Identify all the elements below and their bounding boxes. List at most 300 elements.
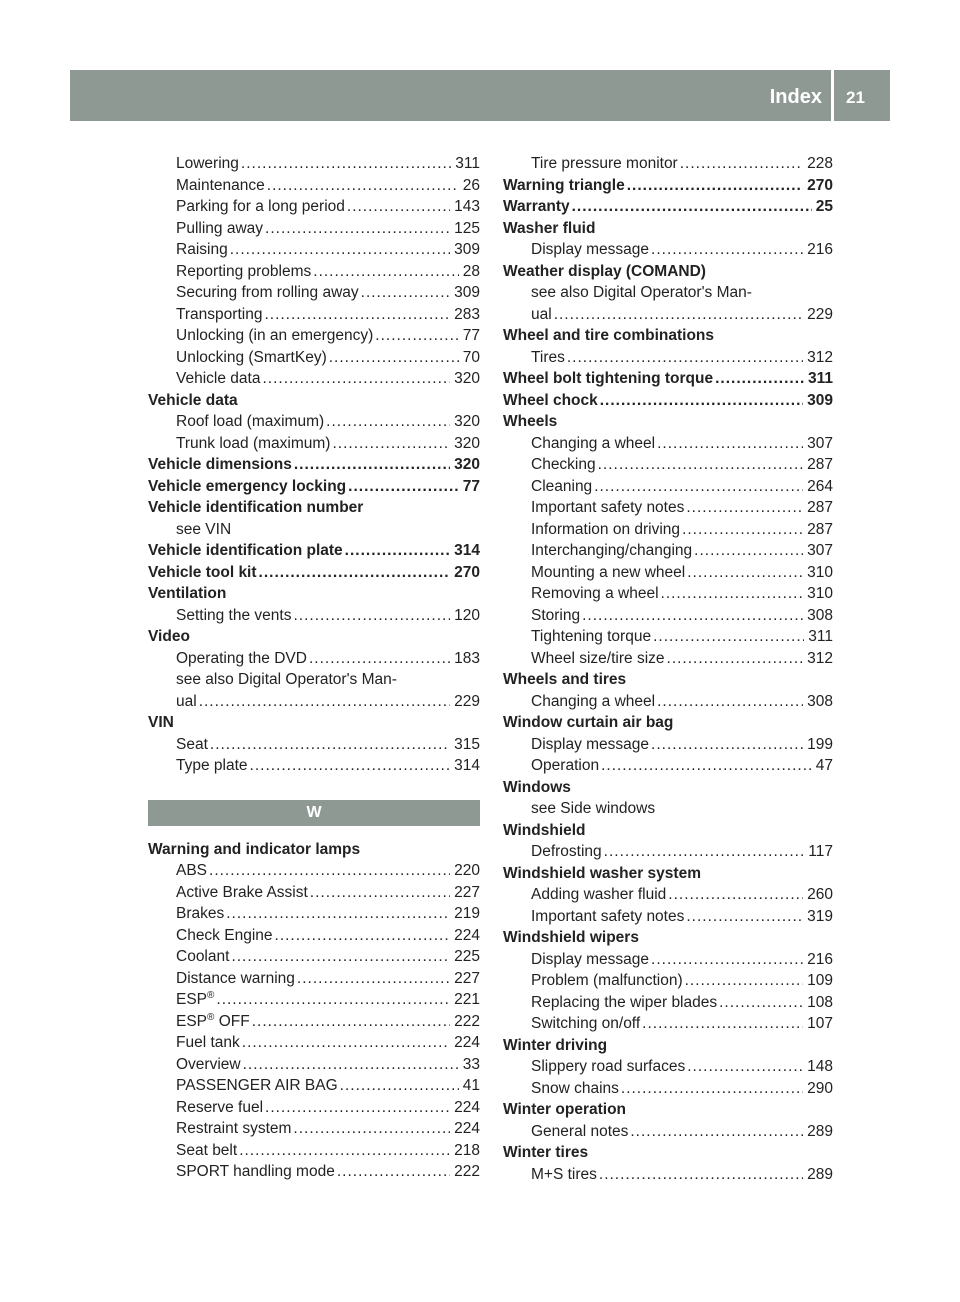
index-sub-entry[interactable] bbox=[503, 304, 833, 326]
index-sub-entry[interactable] bbox=[503, 1121, 833, 1143]
index-main-entry[interactable] bbox=[148, 540, 480, 562]
dot-leader bbox=[657, 433, 803, 455]
entry-label-text: Seat bbox=[176, 735, 208, 753]
page-reference[interactable]: 283 bbox=[454, 305, 480, 323]
page-reference[interactable]: 77 bbox=[462, 477, 480, 495]
entry-label bbox=[503, 196, 570, 218]
page-reference[interactable]: 148 bbox=[807, 1058, 833, 1075]
entry-label bbox=[531, 1121, 628, 1143]
page-reference[interactable]: 109 bbox=[807, 972, 833, 989]
dot-leader bbox=[621, 1078, 803, 1100]
index-sub-entry[interactable] bbox=[148, 196, 480, 218]
entry-label-text: Wheel size/tire size bbox=[531, 649, 665, 667]
entry-label-text: ESP bbox=[176, 1012, 208, 1030]
index-heading: Windshield bbox=[503, 821, 586, 839]
page-reference[interactable]: 125 bbox=[454, 219, 480, 237]
dot-leader bbox=[293, 1118, 450, 1140]
index-sub-entry[interactable] bbox=[148, 882, 480, 904]
dot-leader bbox=[259, 562, 451, 584]
page-reference[interactable]: 229 bbox=[454, 692, 480, 710]
entry-label-text: Unlocking (SmartKey) bbox=[176, 348, 327, 366]
dot-leader bbox=[600, 390, 803, 412]
dot-leader bbox=[653, 626, 804, 648]
entry-label bbox=[531, 605, 580, 627]
dot-leader bbox=[209, 860, 450, 882]
entry-label-text: Tire pressure monitor bbox=[531, 155, 678, 172]
entry-label bbox=[531, 1078, 619, 1100]
entry-label-text: Type plate bbox=[176, 757, 248, 774]
entry-label bbox=[531, 304, 552, 326]
page-reference[interactable]: 314 bbox=[454, 542, 480, 559]
entry-label-text: Vehicle data bbox=[176, 370, 261, 387]
dot-leader bbox=[309, 648, 450, 670]
page-reference[interactable]: 117 bbox=[808, 843, 833, 860]
page-reference[interactable]: 25 bbox=[815, 198, 833, 215]
entry-label-text: Setting the vents bbox=[176, 606, 292, 624]
page-reference[interactable]: 308 bbox=[807, 692, 833, 710]
index-main-entry[interactable] bbox=[503, 196, 833, 218]
dot-leader bbox=[264, 304, 450, 326]
page-reference[interactable]: 199 bbox=[807, 735, 833, 753]
dot-leader bbox=[598, 454, 804, 476]
index-sub-entry[interactable] bbox=[148, 1075, 480, 1097]
index-sub-entry[interactable] bbox=[148, 734, 480, 756]
entry-label bbox=[176, 1054, 241, 1076]
page-reference[interactable]: 264 bbox=[807, 477, 833, 495]
index-heading: Wheel and tire combinations bbox=[503, 327, 714, 344]
entry-label-text: Unlocking (in an emergency) bbox=[176, 327, 374, 344]
page-reference[interactable]: 260 bbox=[807, 886, 833, 903]
entry-label-text: Vehicle dimensions bbox=[148, 456, 292, 473]
dot-leader bbox=[231, 946, 450, 968]
entry-label-text: Vehicle tool kit bbox=[148, 563, 257, 581]
index-sub-entry[interactable] bbox=[148, 1140, 480, 1162]
entry-label-text: Mounting a new wheel bbox=[531, 563, 686, 581]
page-reference[interactable]: 143 bbox=[454, 198, 480, 215]
page-reference[interactable]: 216 bbox=[807, 241, 833, 258]
entry-label-text: Trunk load (maximum) bbox=[176, 434, 331, 452]
section-letter-header: W bbox=[148, 800, 480, 826]
dot-leader bbox=[329, 347, 459, 369]
page-reference[interactable]: 320 bbox=[454, 434, 480, 452]
index-sub-entry[interactable] bbox=[148, 755, 480, 777]
index-heading: Winter tires bbox=[503, 1144, 589, 1161]
dot-leader bbox=[554, 304, 803, 326]
entry-label bbox=[531, 841, 602, 863]
entry-label-text: Lowering bbox=[176, 155, 239, 172]
dot-leader bbox=[243, 1054, 459, 1076]
dot-leader bbox=[313, 261, 458, 283]
page-reference[interactable]: 227 bbox=[454, 969, 480, 987]
entry-label-text: General notes bbox=[531, 1122, 629, 1140]
section-title: Index bbox=[769, 86, 822, 108]
index-sub-entry[interactable] bbox=[148, 1032, 480, 1054]
page-reference[interactable]: 311 bbox=[807, 370, 833, 387]
dot-leader bbox=[230, 239, 450, 261]
entry-label bbox=[176, 368, 260, 390]
page-reference[interactable]: 315 bbox=[454, 735, 480, 753]
index-heading: Wheels and tires bbox=[503, 671, 627, 688]
entry-label-text: Check Engine bbox=[176, 926, 273, 944]
dot-leader bbox=[599, 1164, 803, 1186]
dot-leader bbox=[337, 1161, 450, 1183]
page-reference[interactable]: 47 bbox=[815, 757, 833, 774]
page-reference[interactable]: 307 bbox=[807, 542, 833, 559]
dot-leader bbox=[275, 925, 451, 947]
page-reference[interactable]: 229 bbox=[807, 305, 833, 323]
entry-label-text: Fuel tank bbox=[176, 1034, 240, 1051]
index-sub-entry[interactable] bbox=[148, 946, 480, 968]
dot-leader bbox=[572, 196, 812, 218]
entry-label-text: Storing bbox=[531, 606, 581, 624]
index-sub-entry[interactable] bbox=[503, 583, 833, 605]
entry-label-text: Changing a wheel bbox=[531, 434, 656, 452]
entry-label-text: Important safety notes bbox=[531, 907, 685, 925]
page-reference[interactable]: 224 bbox=[454, 1120, 480, 1137]
page-reference[interactable]: 290 bbox=[807, 1079, 833, 1097]
index-sub-entry[interactable] bbox=[148, 433, 480, 455]
page-reference[interactable]: 287 bbox=[807, 456, 833, 473]
page-reference[interactable]: 77 bbox=[462, 327, 480, 344]
page-reference[interactable]: 224 bbox=[454, 1034, 480, 1051]
entry-label bbox=[176, 239, 228, 261]
index-sub-entry[interactable] bbox=[503, 906, 833, 928]
index-sub-entry[interactable] bbox=[503, 992, 833, 1014]
index-sub-entry[interactable] bbox=[503, 1164, 833, 1186]
entry-label-text: Distance warning bbox=[176, 969, 295, 987]
index-main-entry[interactable] bbox=[503, 368, 833, 390]
dot-leader bbox=[262, 368, 450, 390]
index-heading: Windshield washer system bbox=[503, 864, 701, 882]
page-reference[interactable]: 107 bbox=[807, 1015, 833, 1032]
page-reference[interactable]: 307 bbox=[807, 434, 833, 452]
page-reference[interactable]: 310 bbox=[807, 585, 833, 602]
index-sub-entry[interactable] bbox=[148, 860, 480, 882]
dot-leader bbox=[361, 282, 450, 304]
entry-label bbox=[531, 1013, 640, 1035]
page-reference[interactable]: 222 bbox=[454, 1012, 480, 1030]
index-sub-entry[interactable] bbox=[148, 1011, 480, 1033]
entry-label-text: Removing a wheel bbox=[531, 585, 659, 602]
page-reference[interactable]: 309 bbox=[454, 284, 480, 301]
page-reference[interactable]: 33 bbox=[462, 1055, 480, 1073]
index-heading: VIN bbox=[148, 714, 174, 731]
entry-label-text: M+S tires bbox=[531, 1165, 597, 1183]
entry-label bbox=[531, 497, 684, 519]
page-reference[interactable]: 289 bbox=[807, 1122, 833, 1140]
index-sub-entry[interactable] bbox=[503, 562, 833, 584]
entry-label bbox=[531, 540, 692, 562]
entry-label-text: SPORT handling mode bbox=[176, 1163, 335, 1180]
entry-label-text: Parking for a long period bbox=[176, 198, 345, 215]
entry-label bbox=[531, 691, 655, 713]
entry-label bbox=[148, 540, 343, 562]
index-main-entry[interactable] bbox=[503, 390, 833, 412]
page-reference[interactable]: 270 bbox=[454, 563, 480, 581]
page-reference[interactable]: 227 bbox=[454, 883, 480, 901]
page-reference[interactable]: 310 bbox=[807, 563, 833, 581]
index-heading: Wheels bbox=[503, 413, 558, 430]
index-heading: Warning and indicator lamps bbox=[148, 840, 361, 858]
entry-label bbox=[176, 968, 295, 990]
index-sub-entry[interactable] bbox=[503, 605, 833, 627]
entry-label bbox=[176, 325, 373, 347]
entry-label-text: Operating the DVD bbox=[176, 649, 307, 667]
entry-label-text: Snow chains bbox=[531, 1079, 619, 1097]
index-sub-entry[interactable] bbox=[503, 540, 833, 562]
index-sub-entry[interactable] bbox=[503, 884, 833, 906]
index-sub-entry[interactable] bbox=[503, 153, 833, 175]
entry-label bbox=[531, 884, 666, 906]
entry-label bbox=[176, 1011, 250, 1033]
dot-leader bbox=[348, 476, 459, 498]
entry-label bbox=[531, 433, 655, 455]
dot-leader bbox=[250, 755, 451, 777]
index-sub-entry[interactable] bbox=[148, 368, 480, 390]
index-main-entry[interactable] bbox=[148, 454, 480, 476]
page-reference[interactable]: 220 bbox=[454, 862, 480, 879]
index-sub-entry[interactable] bbox=[503, 433, 833, 455]
dot-leader bbox=[567, 347, 803, 369]
entry-label-text: Active Brake Assist bbox=[176, 883, 308, 901]
index-sub-entry[interactable] bbox=[503, 691, 833, 713]
entry-label bbox=[176, 1075, 338, 1097]
index-sub-entry[interactable] bbox=[148, 968, 480, 990]
index-sub-entry[interactable] bbox=[148, 239, 480, 261]
dot-leader bbox=[651, 239, 803, 261]
entry-label bbox=[176, 691, 197, 713]
dot-leader bbox=[627, 175, 803, 197]
entry-label bbox=[176, 734, 208, 756]
entry-label-text: Maintenance bbox=[176, 176, 265, 194]
entry-label bbox=[531, 519, 680, 541]
index-sub-entry[interactable] bbox=[148, 1118, 480, 1140]
page-reference[interactable]: 120 bbox=[454, 606, 480, 624]
index-sub-entry[interactable] bbox=[503, 1078, 833, 1100]
dot-leader bbox=[265, 218, 450, 240]
index-sub-entry[interactable] bbox=[148, 989, 480, 1011]
entry-label bbox=[176, 196, 345, 218]
index-see-also: see Side windows bbox=[531, 800, 656, 817]
dot-leader bbox=[242, 1032, 450, 1054]
page-reference[interactable]: 311 bbox=[455, 155, 480, 172]
entry-label-text: Information on driving bbox=[531, 520, 681, 538]
dot-leader bbox=[657, 691, 803, 713]
index-sub-entry[interactable] bbox=[503, 970, 833, 992]
dot-leader bbox=[345, 540, 450, 562]
entry-label bbox=[176, 175, 265, 197]
index-sub-entry[interactable] bbox=[148, 282, 480, 304]
entry-label bbox=[176, 860, 207, 882]
entry-label bbox=[176, 1118, 291, 1140]
dot-leader bbox=[241, 153, 451, 175]
entry-label-text: Seat belt bbox=[176, 1141, 238, 1159]
entry-label bbox=[531, 755, 599, 777]
entry-label bbox=[176, 925, 273, 947]
entry-label-text: Checking bbox=[531, 456, 596, 473]
page-reference[interactable]: 216 bbox=[807, 950, 833, 968]
entry-label-text: Switching on/off bbox=[531, 1015, 641, 1032]
page-reference[interactable]: 320 bbox=[454, 370, 480, 387]
index-see-also: see VIN bbox=[176, 520, 232, 538]
index-main-entry[interactable] bbox=[503, 175, 833, 197]
index-sub-entry[interactable] bbox=[148, 903, 480, 925]
page-reference[interactable]: 320 bbox=[454, 456, 480, 473]
dot-leader bbox=[661, 583, 804, 605]
entry-label bbox=[176, 304, 262, 326]
dot-leader bbox=[216, 989, 450, 1011]
entry-label-text: ual bbox=[176, 692, 197, 710]
index-main-entry[interactable] bbox=[148, 476, 480, 498]
entry-label bbox=[176, 903, 224, 925]
index-sub-entry[interactable] bbox=[503, 476, 833, 498]
dot-leader bbox=[715, 368, 804, 390]
index-heading: Winter driving bbox=[503, 1036, 608, 1054]
entry-label bbox=[531, 906, 684, 928]
index-sub-entry[interactable] bbox=[148, 925, 480, 947]
entry-label bbox=[176, 282, 359, 304]
page-reference[interactable]: 320 bbox=[454, 413, 480, 430]
page-reference[interactable]: 26 bbox=[462, 176, 480, 194]
index-heading: Windows bbox=[503, 778, 571, 796]
index-sub-entry[interactable] bbox=[148, 1054, 480, 1076]
page-reference[interactable]: 319 bbox=[807, 907, 833, 925]
page-reference[interactable]: 224 bbox=[454, 1098, 480, 1116]
index-sub-entry[interactable] bbox=[503, 841, 833, 863]
page-reference[interactable]: 308 bbox=[807, 606, 833, 624]
dot-leader bbox=[267, 175, 459, 197]
registered-mark: ® bbox=[207, 1011, 215, 1023]
index-sub-entry[interactable] bbox=[148, 1097, 480, 1119]
page-reference[interactable]: 289 bbox=[807, 1165, 833, 1183]
dot-leader bbox=[687, 1056, 803, 1078]
index-sub-entry[interactable] bbox=[503, 519, 833, 541]
index-sub-entry[interactable] bbox=[148, 304, 480, 326]
page-reference[interactable]: 287 bbox=[807, 499, 833, 516]
page-reference[interactable]: 183 bbox=[454, 649, 480, 667]
entry-label-text: Raising bbox=[176, 241, 228, 258]
entry-label-suffix: OFF bbox=[214, 1012, 250, 1030]
page-reference[interactable]: 224 bbox=[454, 926, 480, 944]
page-reference[interactable]: 41 bbox=[462, 1077, 480, 1094]
entry-label-text: Pulling away bbox=[176, 219, 264, 237]
dot-leader bbox=[685, 970, 804, 992]
entry-label bbox=[176, 1032, 240, 1054]
dot-leader bbox=[719, 992, 803, 1014]
page-reference[interactable]: 270 bbox=[807, 176, 833, 194]
index-sub-entry[interactable] bbox=[148, 691, 480, 713]
index-sub-entry[interactable] bbox=[503, 497, 833, 519]
index-sub-entry[interactable] bbox=[503, 949, 833, 971]
entry-label bbox=[176, 1140, 237, 1162]
dot-leader bbox=[226, 903, 450, 925]
page-reference[interactable]: 312 bbox=[807, 649, 833, 667]
index-sub-entry[interactable] bbox=[148, 347, 480, 369]
index-sub-entry[interactable] bbox=[148, 218, 480, 240]
entry-label bbox=[176, 433, 330, 455]
entry-label-text: Display message bbox=[531, 241, 650, 258]
index-sub-entry[interactable] bbox=[148, 325, 480, 347]
index-sub-entry[interactable] bbox=[148, 261, 480, 283]
index-sub-entry[interactable] bbox=[148, 153, 480, 175]
entry-label-text: Slippery road surfaces bbox=[531, 1058, 686, 1075]
entry-label-text: Replacing the wiper blades bbox=[531, 993, 718, 1011]
page-reference[interactable]: 28 bbox=[462, 262, 480, 280]
page-reference[interactable]: 222 bbox=[454, 1163, 480, 1180]
index-sub-entry[interactable] bbox=[503, 454, 833, 476]
index-sub-entry[interactable] bbox=[503, 1013, 833, 1035]
entry-label bbox=[176, 882, 308, 904]
page-reference[interactable]: 311 bbox=[808, 628, 833, 645]
index-heading: Ventilation bbox=[148, 585, 227, 602]
entry-label bbox=[531, 476, 592, 498]
page-reference[interactable]: 218 bbox=[454, 1141, 480, 1159]
entry-label-text: Wheel bolt tightening torque bbox=[503, 370, 714, 387]
index-sub-entry[interactable] bbox=[503, 239, 833, 261]
entry-label-text: Roof load (maximum) bbox=[176, 413, 325, 430]
index-sub-entry[interactable] bbox=[148, 648, 480, 670]
page-reference[interactable]: 312 bbox=[807, 348, 833, 366]
page-reference[interactable]: 225 bbox=[454, 948, 480, 965]
index-sub-entry[interactable] bbox=[148, 605, 480, 627]
dot-leader bbox=[594, 476, 803, 498]
entry-label bbox=[531, 970, 683, 992]
dot-leader bbox=[199, 691, 450, 713]
entry-label bbox=[176, 946, 229, 968]
dot-leader bbox=[686, 497, 803, 519]
entry-label bbox=[148, 454, 292, 476]
entry-label-text: Wheel chock bbox=[503, 391, 598, 409]
entry-label bbox=[531, 153, 678, 175]
index-heading: Washer fluid bbox=[503, 219, 596, 237]
page-reference[interactable]: 219 bbox=[454, 905, 480, 922]
index-sub-entry[interactable] bbox=[503, 1056, 833, 1078]
entry-label bbox=[176, 411, 324, 433]
dot-leader bbox=[297, 968, 450, 990]
page-reference[interactable]: 314 bbox=[454, 757, 480, 774]
index-heading: Windshield wipers bbox=[503, 929, 639, 946]
entry-label-text: Tightening torque bbox=[531, 628, 652, 645]
dot-leader bbox=[340, 1075, 459, 1097]
index-sub-entry[interactable] bbox=[503, 755, 833, 777]
index-sub-entry[interactable] bbox=[148, 411, 480, 433]
index-sub-entry[interactable] bbox=[503, 626, 833, 648]
entry-label bbox=[503, 390, 598, 412]
page-reference[interactable]: 70 bbox=[462, 348, 480, 366]
index-sub-entry[interactable] bbox=[503, 648, 833, 670]
index-sub-entry[interactable] bbox=[503, 347, 833, 369]
page-reference[interactable]: 228 bbox=[807, 155, 833, 172]
entry-label bbox=[531, 562, 685, 584]
dot-leader bbox=[686, 906, 803, 928]
page-reference[interactable]: 309 bbox=[807, 391, 833, 409]
dot-leader bbox=[347, 196, 450, 218]
page-reference[interactable]: 221 bbox=[454, 991, 480, 1008]
entry-label bbox=[176, 755, 248, 777]
index-sub-entry[interactable] bbox=[503, 734, 833, 756]
entry-label-text: Coolant bbox=[176, 948, 230, 965]
index-see-also: see also Digital Operator's Man- bbox=[531, 284, 752, 301]
entry-label-text: Transporting bbox=[176, 305, 263, 323]
index-see-also: see also Digital Operator's Man- bbox=[176, 671, 397, 688]
index-sub-entry[interactable] bbox=[148, 175, 480, 197]
page-reference[interactable]: 108 bbox=[807, 993, 833, 1011]
index-sub-entry[interactable] bbox=[148, 1161, 480, 1183]
index-main-entry[interactable] bbox=[148, 562, 480, 584]
page-reference[interactable]: 309 bbox=[454, 241, 480, 258]
page-reference[interactable]: 287 bbox=[807, 520, 833, 538]
entry-label bbox=[531, 1164, 597, 1186]
